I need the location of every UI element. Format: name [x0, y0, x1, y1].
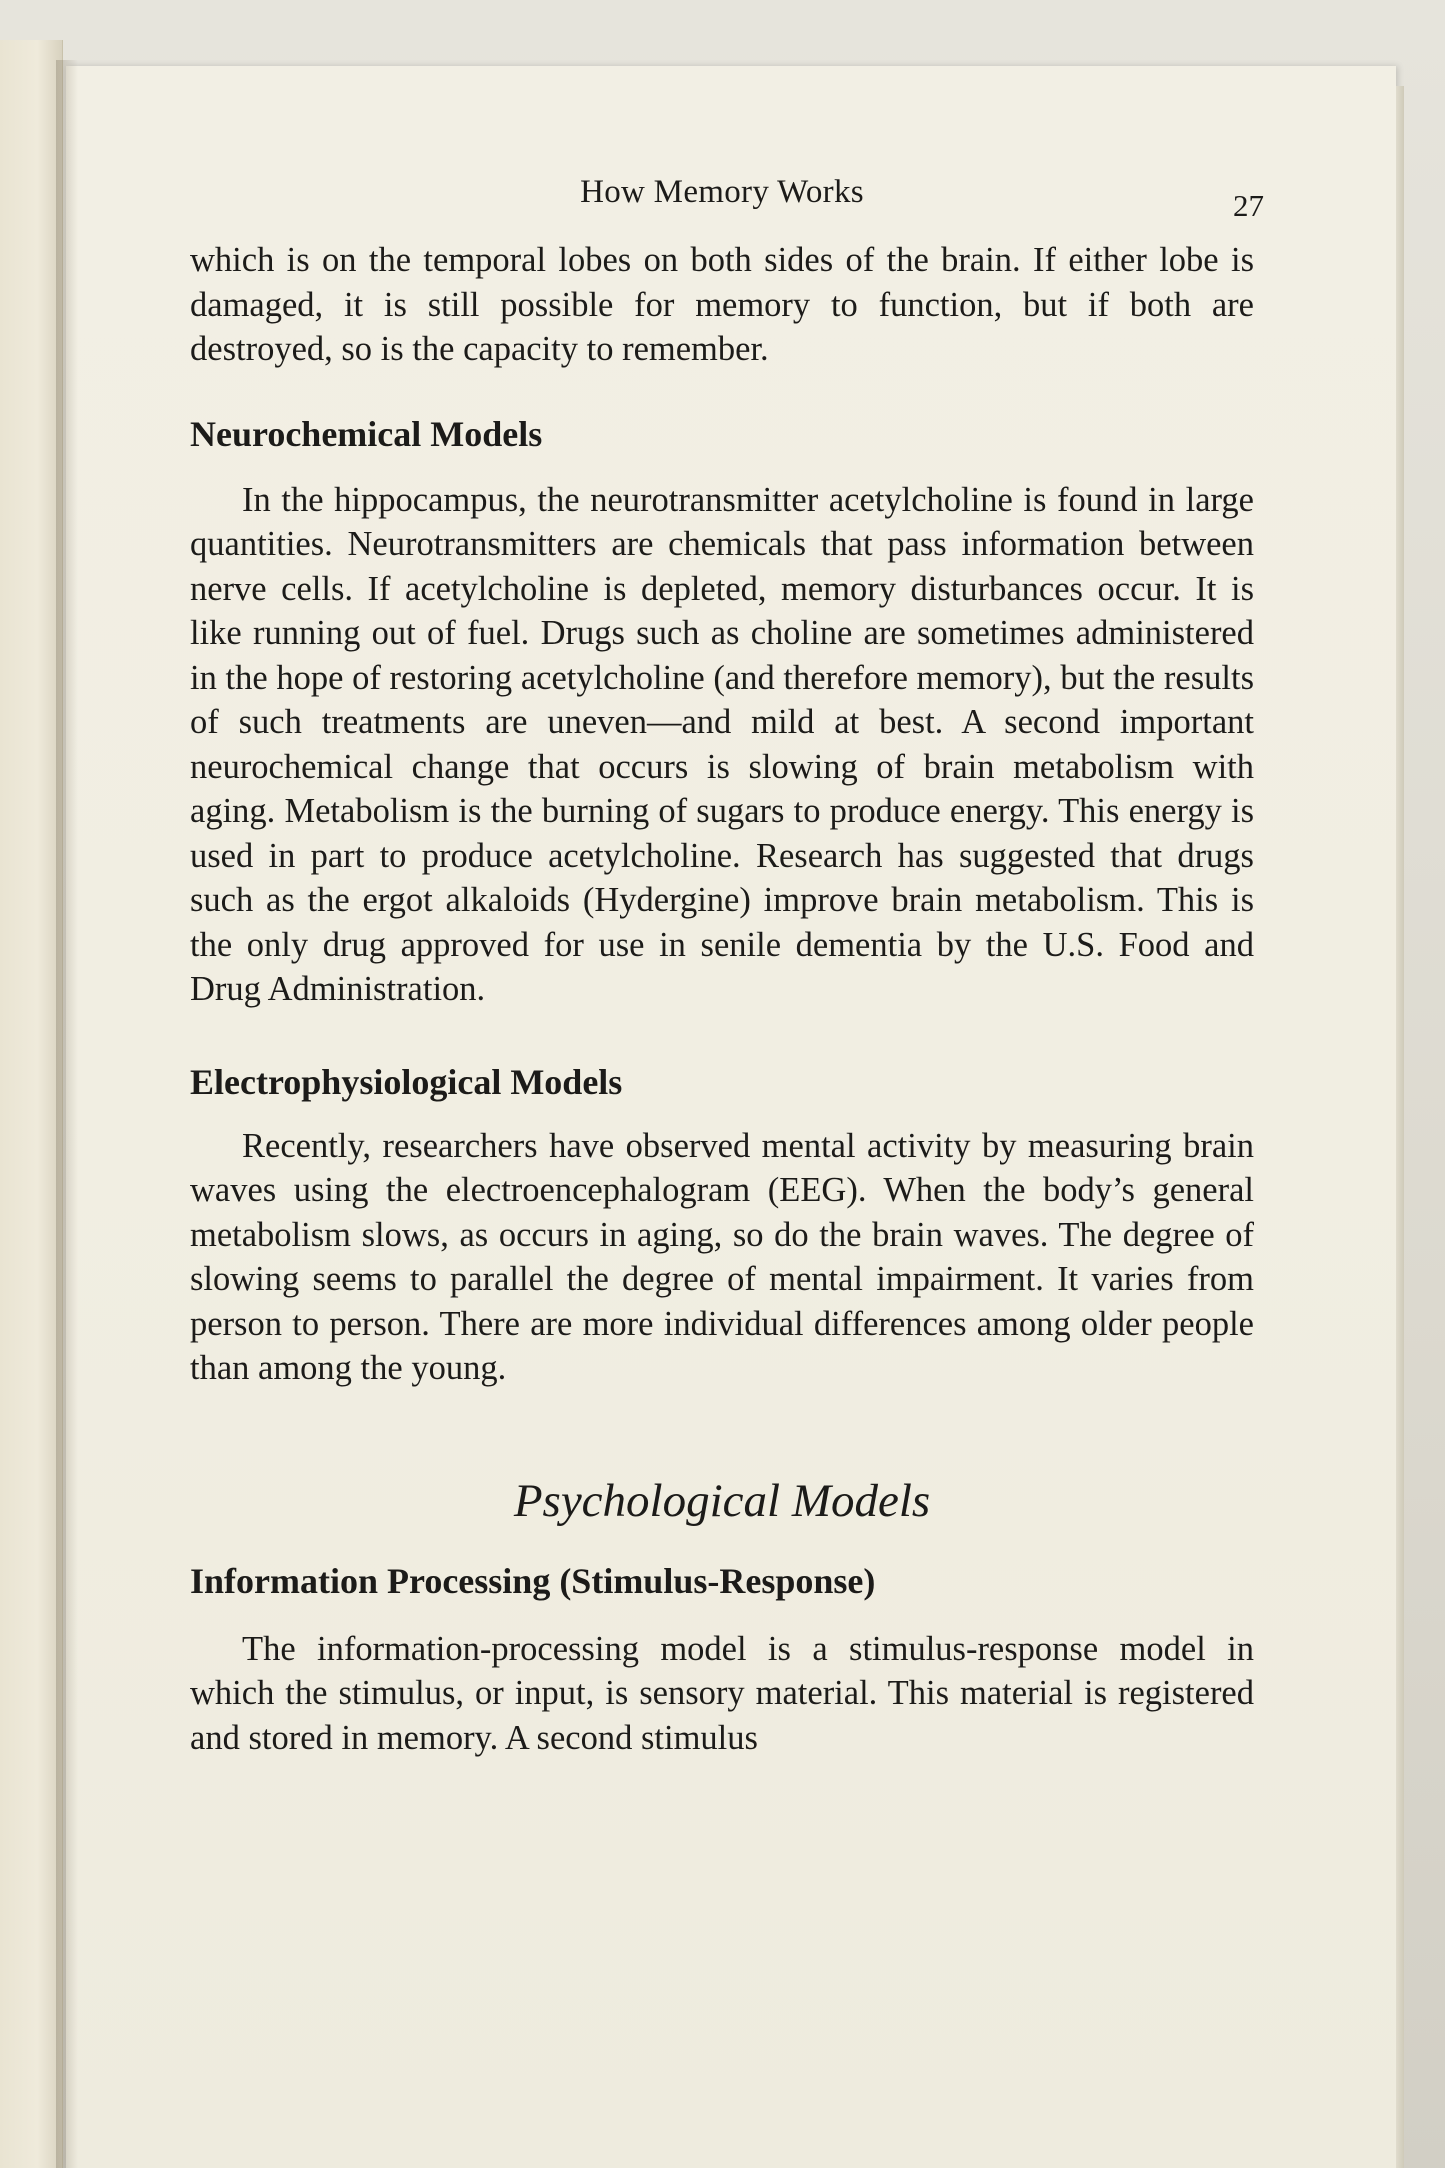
paragraph-neurochemical: In the hippocampus, the neurotransmitter acetylcholine is found in large quantities. Neurotransmitters are chemicals that pass information between nerve cells. If acetylcholine is depleted, memory disturbances occur. It is like running out of fuel. Drugs such as choline are sometimes administered in the hope of restoring acetylcholine (and therefore memory), but the results of such treatments are uneven—and mild at best. A second important neurochemical change that occurs is slowing of brain metabolism with aging. Metabolism is the burning of sugars to produce energy. This energy is used in part to produce acetylcholine. Research has suggested that drugs such as the ergot alkaloids (Hydergine) improve brain metabolism. This is the only drug approved for use in senile dementia by the U.S. Food and Drug Administration. [190, 480, 1254, 1008]
running-title: How Memory Works [580, 174, 864, 210]
page-number: 27 [1233, 188, 1264, 223]
heading-electrophysiological-models: Electrophysiological Models [190, 1061, 623, 1102]
paragraph-information-processing: The information-processing model is a stimulus-response model in which the stimulus, or input, is sensory material. This material is registered and stored in memory. A second stimulus [190, 1629, 1254, 1757]
heading-neurochemical-models: Neurochemical Models [190, 413, 543, 454]
intro-paragraph: which is on the temporal lobes on both sides of the brain. If either lobe is damaged, it is still possible for memory to function, but if both are destroyed, so is the capacity to remember. [190, 241, 1254, 368]
page-content [190, 168, 1264, 1760]
gutter-shadow [56, 60, 78, 2168]
paragraph-electrophysiological: Recently, researchers have observed mental activity by measuring brain waves using the electroencephalogram (EEG). When the body’s general metabolism slows, as occurs in aging, so do the brain waves. The degree of slowing seems to parallel the degree of mental impairment. It varies from person to person. There are more individual differences among older people than among the young. [190, 1126, 1254, 1387]
running-head [190, 168, 1264, 238]
left-page-edge [0, 40, 63, 2168]
heading-information-processing: Information Processing (Stimulus-Response) [190, 1560, 876, 1601]
section-title-psychological-models: Psychological Models [513, 1474, 931, 1527]
